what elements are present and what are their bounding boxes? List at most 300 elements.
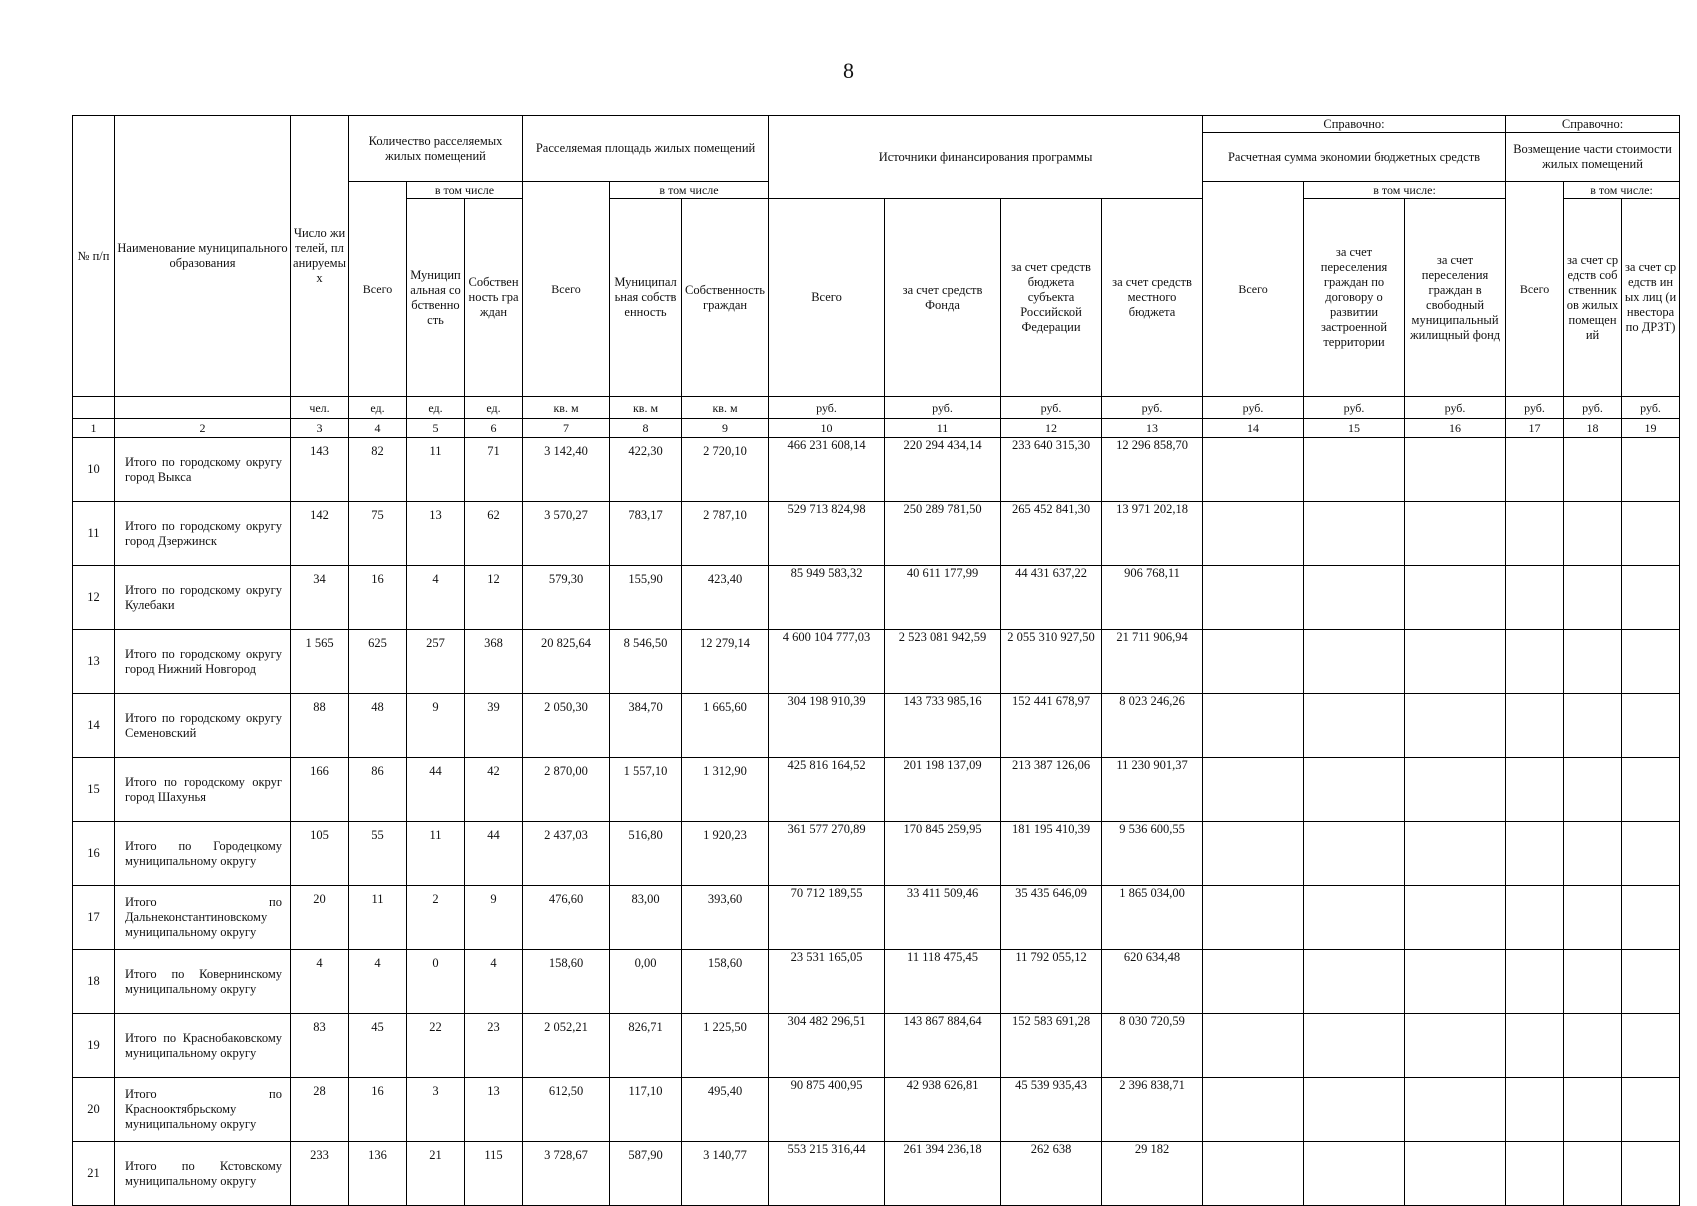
cell-mun: 3 — [407, 1078, 465, 1142]
cell-area-priv: 495,40 — [682, 1078, 769, 1142]
cell-total: 16 — [349, 1078, 407, 1142]
cell-subject: 45 539 935,43 — [1001, 1078, 1102, 1142]
cell-empty — [1564, 1078, 1622, 1142]
cell-total: 82 — [349, 438, 407, 502]
cell-empty — [1304, 694, 1405, 758]
cell-empty — [1506, 758, 1564, 822]
cell-fin-total: 70 712 189,55 — [769, 886, 885, 950]
units-cell: руб. — [1506, 397, 1564, 419]
row-number: 18 — [73, 950, 115, 1014]
header-financing-total: Всего — [769, 199, 885, 397]
column-number-cell: 1 — [73, 419, 115, 438]
cell-area-total: 2 052,21 — [523, 1014, 610, 1078]
cell-empty — [1203, 1078, 1304, 1142]
cell-residents: 142 — [291, 502, 349, 566]
cell-local: 21 711 906,94 — [1102, 630, 1203, 694]
municipality-name: Итого по Краснобаковскому муниципальному округу — [115, 1014, 291, 1078]
cell-empty — [1564, 1142, 1622, 1206]
row-number: 20 — [73, 1078, 115, 1142]
cell-subject: 152 441 678,97 — [1001, 694, 1102, 758]
cell-empty — [1203, 950, 1304, 1014]
cell-priv: 12 — [465, 566, 523, 630]
cell-fund: 143 867 884,64 — [885, 1014, 1001, 1078]
units-cell: руб. — [1304, 397, 1405, 419]
header-area-total: Всего — [523, 182, 610, 397]
cell-area-total: 3 142,40 — [523, 438, 610, 502]
municipality-name: Итого по городскому округу город Выкса — [115, 438, 291, 502]
table-row — [73, 502, 1680, 566]
municipality-name: Итого по Кстовскому муниципальному округу — [115, 1142, 291, 1206]
cell-area-total: 158,60 — [523, 950, 610, 1014]
cell-total: 16 — [349, 566, 407, 630]
header-municipal-area: Муниципальная собственность — [610, 199, 682, 397]
cell-empty — [1506, 1078, 1564, 1142]
cell-area-total: 2 870,00 — [523, 758, 610, 822]
cell-area-mun: 0,00 — [610, 950, 682, 1014]
cell-fund: 143 733 985,16 — [885, 694, 1001, 758]
cell-fin-total: 361 577 270,89 — [769, 822, 885, 886]
cell-empty — [1203, 886, 1304, 950]
cell-empty — [1564, 438, 1622, 502]
column-number-cell: 9 — [682, 419, 769, 438]
cell-empty — [1622, 694, 1680, 758]
cell-empty — [1564, 886, 1622, 950]
header-compensation-including: в том числе: — [1564, 182, 1680, 199]
cell-mun: 2 — [407, 886, 465, 950]
header-reference-1: Справочно: — [1203, 116, 1505, 133]
header-private: Собственность граждан — [465, 199, 523, 397]
cell-area-total: 2 050,30 — [523, 694, 610, 758]
table-row — [73, 1142, 1680, 1206]
cell-empty — [1304, 1014, 1405, 1078]
table-row — [73, 950, 1680, 1014]
cell-area-total: 3 728,67 — [523, 1142, 610, 1206]
cell-empty — [1203, 502, 1304, 566]
cell-empty — [1405, 502, 1506, 566]
cell-area-priv: 1 665,60 — [682, 694, 769, 758]
cell-local: 12 296 858,70 — [1102, 438, 1203, 502]
column-number-cell: 3 — [291, 419, 349, 438]
cell-subject: 2 055 310 927,50 — [1001, 630, 1102, 694]
cell-mun: 0 — [407, 950, 465, 1014]
header-no: № п/п — [73, 116, 115, 397]
cell-mun: 13 — [407, 502, 465, 566]
cell-fund: 201 198 137,09 — [885, 758, 1001, 822]
cell-area-total: 579,30 — [523, 566, 610, 630]
header-local-budget: за счет средств местного бюджета — [1102, 199, 1203, 397]
cell-local: 13 971 202,18 — [1102, 502, 1203, 566]
cell-area-mun: 384,70 — [610, 694, 682, 758]
units-cell-empty — [115, 397, 291, 419]
cell-area-mun: 783,17 — [610, 502, 682, 566]
units-cell: руб. — [885, 397, 1001, 419]
cell-fin-total: 304 198 910,39 — [769, 694, 885, 758]
cell-empty — [1304, 502, 1405, 566]
cell-total: 45 — [349, 1014, 407, 1078]
cell-empty — [1203, 1142, 1304, 1206]
cell-empty — [1203, 630, 1304, 694]
cell-area-priv: 12 279,14 — [682, 630, 769, 694]
cell-mun: 21 — [407, 1142, 465, 1206]
cell-empty — [1506, 438, 1564, 502]
cell-empty — [1564, 950, 1622, 1014]
cell-fin-total: 90 875 400,95 — [769, 1078, 885, 1142]
header-resettle-free: за счет переселения граждан в свободный муниципальный жилищный фонд — [1405, 199, 1506, 397]
cell-residents: 20 — [291, 886, 349, 950]
row-number: 11 — [73, 502, 115, 566]
cell-empty — [1622, 822, 1680, 886]
cell-fund: 33 411 509,46 — [885, 886, 1001, 950]
cell-fin-total: 425 816 164,52 — [769, 758, 885, 822]
cell-mun: 4 — [407, 566, 465, 630]
cell-empty — [1622, 950, 1680, 1014]
cell-empty — [1506, 950, 1564, 1014]
header-rooms-total: Всего — [349, 182, 407, 397]
column-number-cell: 2 — [115, 419, 291, 438]
cell-empty — [1304, 1142, 1405, 1206]
table-row — [73, 566, 1680, 630]
cell-empty — [1622, 1142, 1680, 1206]
cell-local: 1 865 034,00 — [1102, 886, 1203, 950]
cell-empty — [1304, 886, 1405, 950]
cell-priv: 44 — [465, 822, 523, 886]
cell-empty — [1506, 694, 1564, 758]
cell-priv: 42 — [465, 758, 523, 822]
cell-empty — [1506, 1014, 1564, 1078]
cell-fund: 2 523 081 942,59 — [885, 630, 1001, 694]
cell-empty — [1304, 822, 1405, 886]
cell-empty — [1405, 566, 1506, 630]
municipality-name: Итого по Ковернинскому муниципальному округу — [115, 950, 291, 1014]
header-savings-group — [1203, 116, 1506, 182]
column-number-cell: 10 — [769, 419, 885, 438]
cell-empty — [1304, 566, 1405, 630]
units-cell: руб. — [1102, 397, 1203, 419]
cell-total: 55 — [349, 822, 407, 886]
column-number-cell: 13 — [1102, 419, 1203, 438]
cell-mun: 22 — [407, 1014, 465, 1078]
header-name: Наименование муниципального образования — [115, 116, 291, 397]
cell-priv: 13 — [465, 1078, 523, 1142]
cell-empty — [1304, 1078, 1405, 1142]
cell-area-mun: 826,71 — [610, 1014, 682, 1078]
cell-fin-total: 304 482 296,51 — [769, 1014, 885, 1078]
units-cell: руб. — [1564, 397, 1622, 419]
table-row — [73, 438, 1680, 502]
cell-area-priv: 423,40 — [682, 566, 769, 630]
municipality-name: Итого по Краснооктябрьскому муниципальному округу — [115, 1078, 291, 1142]
cell-fin-total: 466 231 608,14 — [769, 438, 885, 502]
column-number-cell: 4 — [349, 419, 407, 438]
cell-area-mun: 422,30 — [610, 438, 682, 502]
column-number-cell: 8 — [610, 419, 682, 438]
column-number-cell: 19 — [1622, 419, 1680, 438]
row-number: 19 — [73, 1014, 115, 1078]
municipality-name: Итого по Дальнеконстантиновскому муниципальному округу — [115, 886, 291, 950]
units-cell: руб. — [1001, 397, 1102, 419]
cell-area-mun: 516,80 — [610, 822, 682, 886]
cell-local: 620 634,48 — [1102, 950, 1203, 1014]
row-number: 15 — [73, 758, 115, 822]
cell-empty — [1203, 694, 1304, 758]
cell-empty — [1405, 1142, 1506, 1206]
cell-area-mun: 1 557,10 — [610, 758, 682, 822]
table-row — [73, 822, 1680, 886]
cell-empty — [1622, 758, 1680, 822]
cell-priv: 115 — [465, 1142, 523, 1206]
cell-fin-total: 23 531 165,05 — [769, 950, 885, 1014]
cell-total: 75 — [349, 502, 407, 566]
cell-empty — [1405, 1078, 1506, 1142]
units-cell: ед. — [465, 397, 523, 419]
column-number-cell: 18 — [1564, 419, 1622, 438]
units-cell: руб. — [1203, 397, 1304, 419]
cell-area-mun: 587,90 — [610, 1142, 682, 1206]
cell-fund: 11 118 475,45 — [885, 950, 1001, 1014]
cell-empty — [1304, 950, 1405, 1014]
cell-area-priv: 3 140,77 — [682, 1142, 769, 1206]
cell-fund: 220 294 434,14 — [885, 438, 1001, 502]
row-number: 16 — [73, 822, 115, 886]
cell-empty — [1304, 438, 1405, 502]
column-number-cell: 14 — [1203, 419, 1304, 438]
cell-empty — [1304, 758, 1405, 822]
cell-empty — [1622, 1078, 1680, 1142]
row-number: 12 — [73, 566, 115, 630]
cell-fund: 42 938 626,81 — [885, 1078, 1001, 1142]
cell-area-mun: 83,00 — [610, 886, 682, 950]
cell-area-mun: 117,10 — [610, 1078, 682, 1142]
cell-residents: 1 565 — [291, 630, 349, 694]
header-financing: Источники финансирования программы — [769, 116, 1203, 199]
cell-local: 11 230 901,37 — [1102, 758, 1203, 822]
cell-area-total: 612,50 — [523, 1078, 610, 1142]
cell-empty — [1405, 438, 1506, 502]
row-number: 13 — [73, 630, 115, 694]
header-subject-budget: за счет средств бюджета субъекта Российской Федерации — [1001, 199, 1102, 397]
cell-fin-total: 4 600 104 777,03 — [769, 630, 885, 694]
column-number-cell: 11 — [885, 419, 1001, 438]
header-residents: Число жителей, планируемых — [291, 116, 349, 397]
cell-area-priv: 2 787,10 — [682, 502, 769, 566]
cell-priv: 62 — [465, 502, 523, 566]
cell-empty — [1405, 1014, 1506, 1078]
row-number: 10 — [73, 438, 115, 502]
cell-area-priv: 1 225,50 — [682, 1014, 769, 1078]
header-compensation-group — [1506, 116, 1680, 182]
cell-empty — [1622, 438, 1680, 502]
cell-empty — [1203, 1014, 1304, 1078]
table-row — [73, 1078, 1680, 1142]
cell-mun: 11 — [407, 438, 465, 502]
cell-area-priv: 158,60 — [682, 950, 769, 1014]
cell-area-total: 20 825,64 — [523, 630, 610, 694]
cell-subject: 213 387 126,06 — [1001, 758, 1102, 822]
units-cell: ед. — [407, 397, 465, 419]
row-number: 17 — [73, 886, 115, 950]
cell-mun: 44 — [407, 758, 465, 822]
column-number-cell: 15 — [1304, 419, 1405, 438]
cell-subject: 11 792 055,12 — [1001, 950, 1102, 1014]
cell-area-mun: 8 546,50 — [610, 630, 682, 694]
cell-subject: 265 452 841,30 — [1001, 502, 1102, 566]
municipality-name: Итого по городскому округу город Нижний Новгород — [115, 630, 291, 694]
cell-local: 8 023 246,26 — [1102, 694, 1203, 758]
cell-subject: 44 431 637,22 — [1001, 566, 1102, 630]
cell-empty — [1564, 566, 1622, 630]
header-compensation-total: Всего — [1506, 182, 1564, 397]
header-compensation: Возмещение части стоимости жилых помещений — [1513, 142, 1672, 171]
cell-empty — [1405, 758, 1506, 822]
cell-total: 48 — [349, 694, 407, 758]
cell-fund: 250 289 781,50 — [885, 502, 1001, 566]
municipality-name: Итого по городскому округу Семеновский — [115, 694, 291, 758]
cell-empty — [1506, 502, 1564, 566]
cell-residents: 88 — [291, 694, 349, 758]
column-number-cell: 5 — [407, 419, 465, 438]
table-row — [73, 1014, 1680, 1078]
cell-local: 2 396 838,71 — [1102, 1078, 1203, 1142]
header-other-funds: за счет средств иных лиц (инвестора по ДРЗТ) — [1622, 199, 1680, 397]
cell-residents: 143 — [291, 438, 349, 502]
units-cell: чел. — [291, 397, 349, 419]
units-cell: кв. м — [682, 397, 769, 419]
cell-empty — [1506, 630, 1564, 694]
cell-local: 906 768,11 — [1102, 566, 1203, 630]
units-cell: руб. — [769, 397, 885, 419]
cell-empty — [1506, 886, 1564, 950]
column-number-cell: 6 — [465, 419, 523, 438]
cell-residents: 4 — [291, 950, 349, 1014]
cell-empty — [1203, 822, 1304, 886]
cell-fin-total: 85 949 583,32 — [769, 566, 885, 630]
cell-local: 9 536 600,55 — [1102, 822, 1203, 886]
header-area: Расселяемая площадь жилых помещений — [523, 116, 769, 182]
row-number: 21 — [73, 1142, 115, 1206]
cell-priv: 39 — [465, 694, 523, 758]
cell-fin-total: 529 713 824,98 — [769, 502, 885, 566]
cell-residents: 28 — [291, 1078, 349, 1142]
cell-empty — [1622, 1014, 1680, 1078]
page-number: 8 — [843, 58, 854, 83]
cell-local: 8 030 720,59 — [1102, 1014, 1203, 1078]
cell-total: 625 — [349, 630, 407, 694]
cell-empty — [1564, 630, 1622, 694]
cell-empty — [1564, 502, 1622, 566]
header-owners-funds: за счет средств собственников жилых помещений — [1564, 199, 1622, 397]
cell-subject: 152 583 691,28 — [1001, 1014, 1102, 1078]
table-row — [73, 630, 1680, 694]
cell-area-priv: 2 720,10 — [682, 438, 769, 502]
cell-priv: 368 — [465, 630, 523, 694]
cell-area-mun: 155,90 — [610, 566, 682, 630]
cell-empty — [1203, 438, 1304, 502]
cell-area-priv: 1 920,23 — [682, 822, 769, 886]
column-number-cell: 16 — [1405, 419, 1506, 438]
units-cell-empty — [73, 397, 115, 419]
cell-priv: 71 — [465, 438, 523, 502]
column-number-cell: 7 — [523, 419, 610, 438]
cell-area-total: 476,60 — [523, 886, 610, 950]
header-fund: за счет средств Фонда — [885, 199, 1001, 397]
cell-empty — [1405, 694, 1506, 758]
units-cell: руб. — [1622, 397, 1680, 419]
cell-priv: 4 — [465, 950, 523, 1014]
cell-empty — [1622, 886, 1680, 950]
header-rooms-including: в том числе — [407, 182, 523, 199]
cell-subject: 233 640 315,30 — [1001, 438, 1102, 502]
cell-empty — [1622, 630, 1680, 694]
cell-fund: 40 611 177,99 — [885, 566, 1001, 630]
units-cell: руб. — [1405, 397, 1506, 419]
cell-empty — [1564, 694, 1622, 758]
row-number: 14 — [73, 694, 115, 758]
header-savings-including: в том числе: — [1304, 182, 1506, 199]
cell-residents: 83 — [291, 1014, 349, 1078]
cell-residents: 105 — [291, 822, 349, 886]
cell-fin-total: 553 215 316,44 — [769, 1142, 885, 1206]
units-cell: кв. м — [523, 397, 610, 419]
cell-area-total: 3 570,27 — [523, 502, 610, 566]
header-savings: Расчетная сумма экономии бюджетных средств — [1227, 149, 1481, 164]
cell-mun: 11 — [407, 822, 465, 886]
column-numbers-row — [73, 419, 1680, 438]
cell-fund: 170 845 259,95 — [885, 822, 1001, 886]
cell-priv: 9 — [465, 886, 523, 950]
cell-total: 4 — [349, 950, 407, 1014]
header-savings-total: Всего — [1203, 182, 1304, 397]
cell-empty — [1405, 822, 1506, 886]
cell-total: 11 — [349, 886, 407, 950]
resettlement-table — [72, 115, 1680, 1206]
column-number-cell: 17 — [1506, 419, 1564, 438]
cell-residents: 233 — [291, 1142, 349, 1206]
cell-subject: 262 638 — [1001, 1142, 1102, 1206]
cell-empty — [1506, 566, 1564, 630]
column-number-cell: 12 — [1001, 419, 1102, 438]
cell-empty — [1564, 758, 1622, 822]
cell-empty — [1405, 950, 1506, 1014]
cell-area-total: 2 437,03 — [523, 822, 610, 886]
units-cell: ед. — [349, 397, 407, 419]
cell-total: 136 — [349, 1142, 407, 1206]
cell-mun: 257 — [407, 630, 465, 694]
cell-mun: 9 — [407, 694, 465, 758]
cell-empty — [1506, 822, 1564, 886]
municipality-name: Итого по Городецкому муниципальному округу — [115, 822, 291, 886]
municipality-name: Итого по городскому округу Кулебаки — [115, 566, 291, 630]
cell-empty — [1622, 566, 1680, 630]
cell-residents: 166 — [291, 758, 349, 822]
cell-subject: 181 195 410,39 — [1001, 822, 1102, 886]
header-municipal: Муниципальная собственность — [407, 199, 465, 397]
table-row — [73, 886, 1680, 950]
cell-empty — [1405, 630, 1506, 694]
cell-fund: 261 394 236,18 — [885, 1142, 1001, 1206]
cell-empty — [1304, 630, 1405, 694]
cell-empty — [1405, 886, 1506, 950]
table-row — [73, 694, 1680, 758]
cell-area-priv: 393,60 — [682, 886, 769, 950]
header-area-including: в том числе — [610, 182, 769, 199]
header-private-area: Собственность граждан — [682, 199, 769, 397]
cell-empty — [1564, 822, 1622, 886]
units-row — [73, 397, 1680, 419]
cell-subject: 35 435 646,09 — [1001, 886, 1102, 950]
cell-local: 29 182 — [1102, 1142, 1203, 1206]
cell-priv: 23 — [465, 1014, 523, 1078]
units-cell: кв. м — [610, 397, 682, 419]
